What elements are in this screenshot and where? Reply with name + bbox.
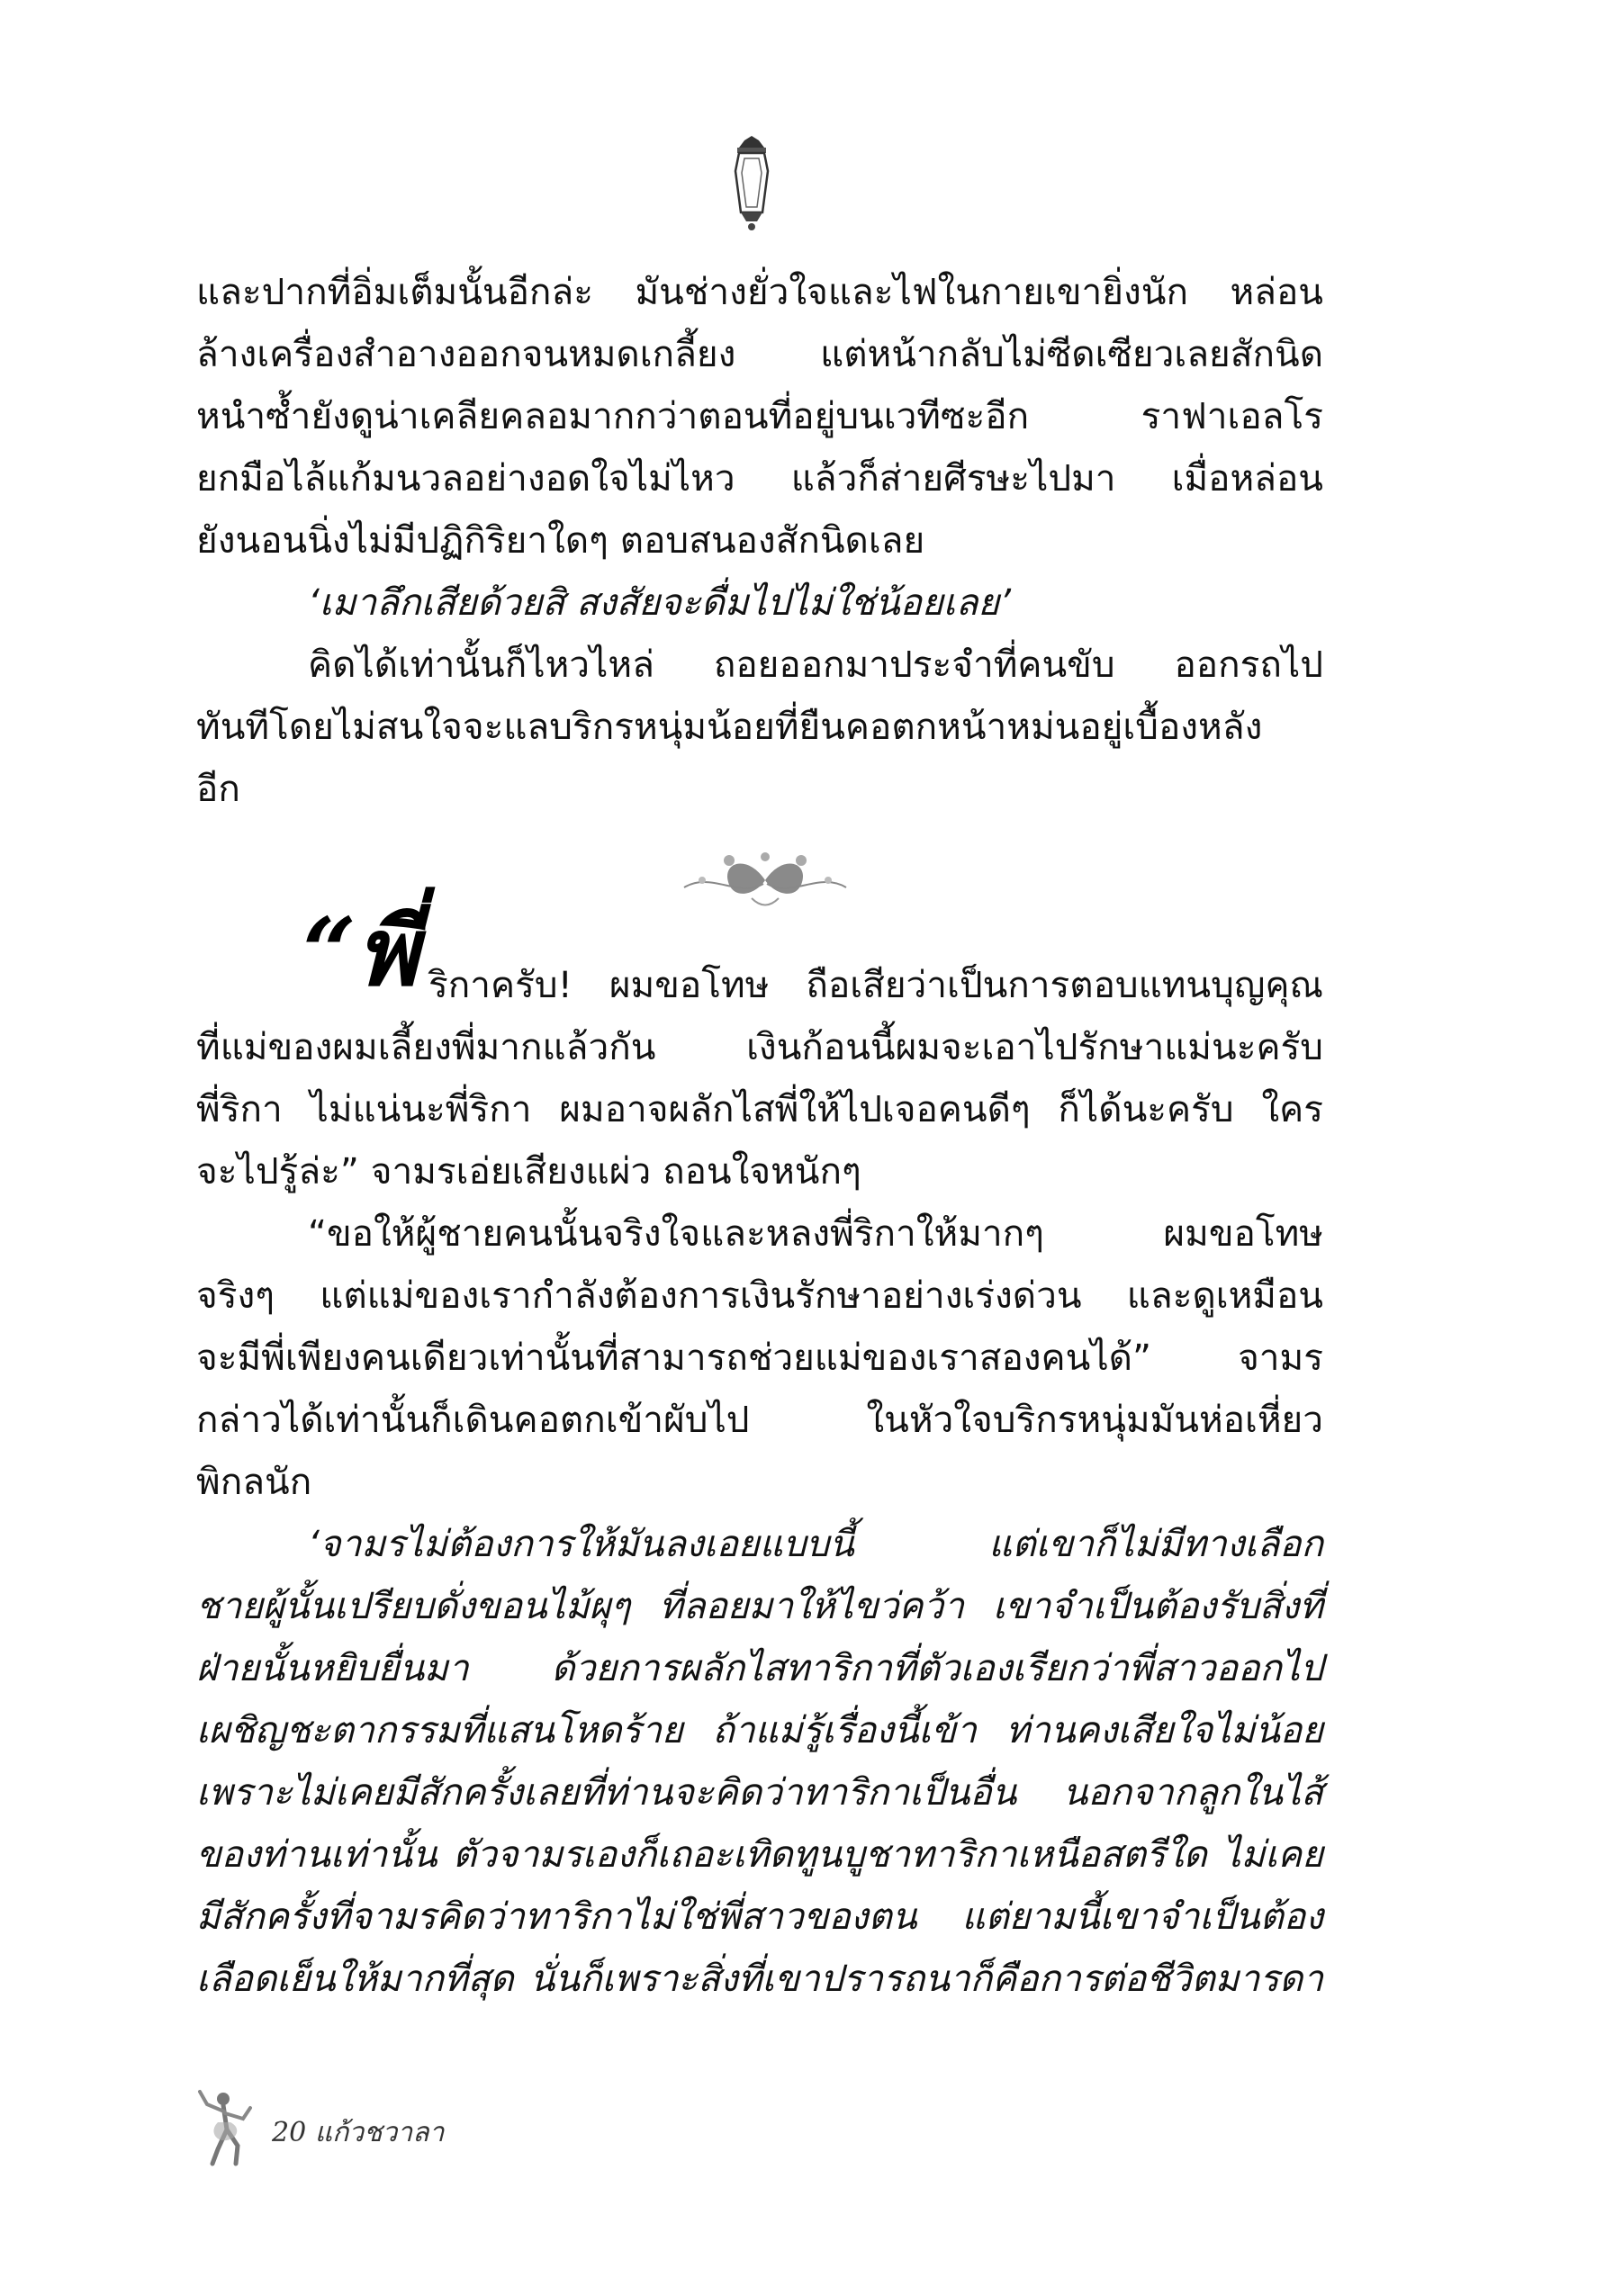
paragraph xyxy=(196,1202,1323,1513)
text-line: จะไปรู้ล่ะ” จามรเอ่ยเสียงแผ่ว ถอนใจหนักๆ xyxy=(196,1149,861,1193)
footer-text xyxy=(272,2111,444,2154)
paragraph xyxy=(196,572,1323,634)
book-title: แก้วชวาลา xyxy=(314,2117,445,2148)
text-line xyxy=(196,896,1323,1016)
text-line: ยังนอนนิ่งไม่มีปฏิกิริยาใดๆ ตอบสนองสักนิดเลย xyxy=(196,518,925,562)
text-line: ล้างเครื่องสำอางออกจนหมดเกลี้ยง แต่หน้ากลับไม่ซีดเซียวเลยสักนิด xyxy=(196,332,1323,375)
text-line: ที่แม่ของผมเลี้ยงพี่มากแล้วกัน เงินก้อนนี้ผมจะเอาไปรักษาแม่นะครับ xyxy=(196,1025,1323,1068)
dancer-figure-icon xyxy=(191,2086,263,2167)
text-line: พิกลนัก xyxy=(196,1460,312,1503)
text-line: ทันทีโดยไม่สนใจจะแลบริกรหนุ่มน้อยที่ยืนคอตกหน้าหม่นอยู่เบื้องหลัง xyxy=(196,705,1263,748)
text-line: คิดได้เท่านั้นก็ไหวไหล่ ถอยออกมาประจำที่คนขับ ออกรถไป xyxy=(308,643,1323,686)
paragraph xyxy=(196,634,1323,820)
text-line: มีสักครั้งที่จามรคิดว่าทาริกาไม่ใช่พี่สาวของตน แต่ยามนี้เขาจำเป็นต้อง xyxy=(196,1895,1323,1938)
text-line: เผชิญชะตากรรมที่แสนโหดร้าย ถ้าแม่รู้เรื่องนี้เข้า ท่านคงเสียใจไม่น้อย xyxy=(196,1708,1323,1751)
text-line: ฝ่ายนั้นหยิบยื่นมา ด้วยการผลักไสทาริกาที่ตัวเองเรียกว่าพี่สาวออกไป xyxy=(196,1646,1323,1689)
text-block-bottom xyxy=(196,896,1323,2010)
text-line: ของท่านเท่านั้น ตัวจามรเองก็เถอะเทิดทูนบูชาทาริกาเหนือสตรีใด ไม่เคย xyxy=(196,1832,1323,1876)
paragraph xyxy=(196,896,1323,1202)
floral-divider-icon xyxy=(666,844,864,916)
lantern-ornament-icon xyxy=(725,135,779,234)
drop-cap: “พี่ xyxy=(302,896,419,1007)
text-line: พี่ริกา ไม่แน่นะพี่ริกา ผมอาจผลักไสพี่ให้ไปเจอคนดีๆ ก็ได้นะครับ ใคร xyxy=(196,1087,1323,1130)
text-line: กล่าวได้เท่านั้นก็เดินคอตกเข้าผับไป ในหัวใจบริกรหนุ่มมันห่อเหี่ยว xyxy=(196,1398,1323,1441)
text-block-top xyxy=(196,261,1323,820)
text-line: “ขอให้ผู้ชายคนนั้นจริงใจและหลงพี่ริกาให้มากๆ ผมขอโทษ xyxy=(308,1211,1323,1255)
paragraph xyxy=(196,261,1323,572)
text-line: เลือดเย็นให้มากที่สุด นั่นก็เพราะสิ่งที่เขาปรารถนาก็คือการต่อชีวิตมารดา xyxy=(196,1957,1323,2000)
paragraph xyxy=(196,1513,1323,2010)
text-line: อีก xyxy=(196,767,240,810)
text-line: เพราะไม่เคยมีสักครั้งเลยที่ท่านจะคิดว่าทาริกาเป็นอื่น นอกจากลูกในไส้ xyxy=(196,1770,1323,1814)
text-line: จริงๆ แต่แม่ของเรากำลังต้องการเงินรักษาอย่างเร่งด่วน และดูเหมือน xyxy=(196,1274,1323,1317)
text-line: ชายผู้นั้นเปรียบดั่งขอนไม้ผุๆ ที่ลอยมาให้ไขว่คว้า เขาจำเป็นต้องรับสิ่งที่ xyxy=(196,1584,1323,1627)
text-line: ‘เมาลึกเสียด้วยสิ สงสัยจะดื่มไปไม่ใช่น้อยเลย’ xyxy=(308,581,1011,624)
text-line: ยกมือไล้แก้มนวลอย่างอดใจไม่ไหว แล้วก็ส่ายศีรษะไปมา เมื่อหล่อน xyxy=(196,456,1323,500)
text-line: หนำซ้ำยังดูน่าเคลียคลอมากกว่าตอนที่อยู่บนเวทีซะอีก ราฟาเอลโร xyxy=(196,394,1323,437)
page-number: 20 xyxy=(272,2117,307,2148)
text-line: และปากที่อิ่มเต็มนั้นอีกล่ะ มันช่างยั่วใจและไฟในกายเขายิ่งนัก หล่อน xyxy=(196,270,1323,313)
page-footer xyxy=(191,2086,641,2167)
text-line: ‘จามรไม่ต้องการให้มันลงเอยแบบนี้ แต่เขาก็ไม่มีทางเลือก xyxy=(308,1522,1323,1565)
text-line-rest: ริกาครับ! ผมขอโทษ ถือเสียว่าเป็นการตอบแทนบุญคุณ xyxy=(428,963,1323,1006)
text-line: จะมีพี่เพียงคนเดียวเท่านั้นที่สามารถช่วยแม่ของเราสองคนได้” จามร xyxy=(196,1336,1323,1379)
